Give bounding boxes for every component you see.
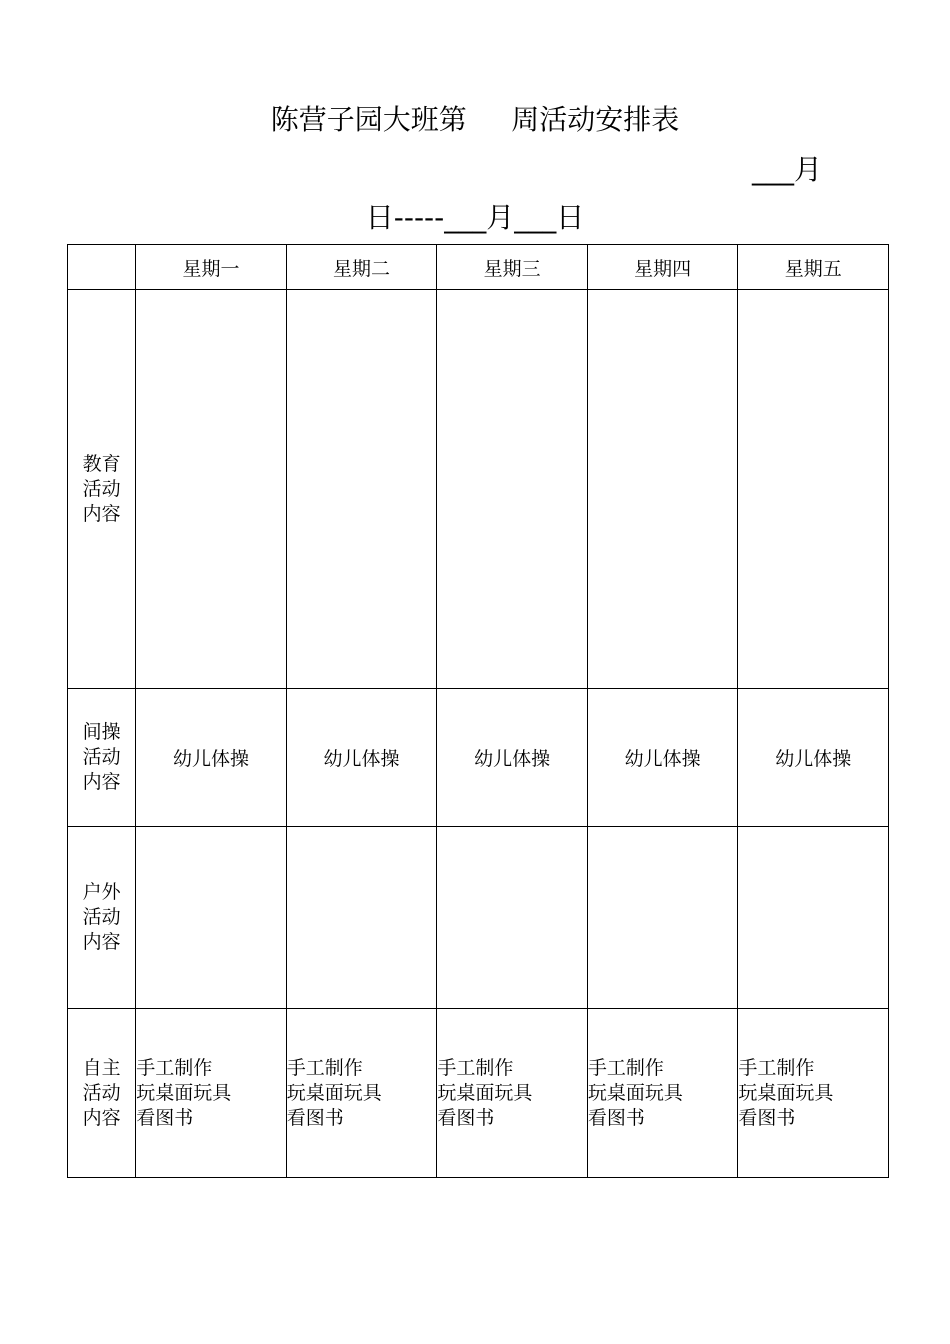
row-label-line: 内容 [82,771,121,793]
activity-item: 看图书 [136,1106,194,1129]
row-label-line: 活动 [82,906,121,928]
activity-item: 手工制作 [136,1056,213,1079]
exercise-cell-friday: 幼儿体操 [738,689,889,827]
row-label-line: 活动 [82,1081,121,1104]
free-play-cell-thursday [587,1009,738,1178]
free-play-cell-monday [136,1009,287,1178]
table-row-education [68,290,889,689]
row-label-exercise [68,689,136,827]
page-title: 陈营子园大班第 周活动安排表 [270,103,680,136]
activity-item: 玩桌面玩具 [587,1081,683,1104]
activity-item: 手工制作 [437,1056,514,1079]
outdoor-cell-tuesday[interactable] [286,827,437,1009]
exercise-cell-monday: 幼儿体操 [136,689,287,827]
day-header-wednesday: 星期三 [437,245,588,290]
row-label-line: 活动 [82,746,121,768]
date-range-start: ___月 [752,153,823,186]
table-row-free-play [68,1009,889,1178]
free-play-cell-friday [738,1009,889,1178]
exercise-cell-tuesday: 幼儿体操 [286,689,437,827]
activity-item: 看图书 [587,1106,645,1129]
outdoor-cell-monday[interactable] [136,827,287,1009]
row-label-line: 内容 [82,502,121,525]
activity-item: 玩桌面玩具 [136,1081,232,1104]
weekly-schedule-table [67,244,889,1178]
row-label-line: 内容 [82,1106,121,1129]
row-label-line: 活动 [82,477,121,500]
row-label-outdoor [68,827,136,1009]
table-row-outdoor [68,827,889,1009]
row-label-line: 自主 [82,1056,121,1079]
row-label-education [68,290,136,689]
activity-item: 手工制作 [738,1056,815,1079]
education-cell-friday[interactable] [738,290,889,689]
row-label-line: 户外 [82,881,121,903]
exercise-cell-thursday: 幼儿体操 [587,689,738,827]
outdoor-cell-wednesday[interactable] [437,827,588,1009]
free-play-cell-wednesday [437,1009,588,1178]
activity-item: 手工制作 [587,1056,664,1079]
day-header-friday: 星期五 [738,245,889,290]
activity-item: 玩桌面玩具 [286,1081,382,1104]
activity-item: 手工制作 [286,1056,363,1079]
education-cell-thursday[interactable] [587,290,738,689]
day-header-tuesday: 星期二 [286,245,437,290]
activity-item: 玩桌面玩具 [738,1081,834,1104]
exercise-cell-wednesday: 幼儿体操 [437,689,588,827]
outdoor-cell-thursday[interactable] [587,827,738,1009]
activity-item: 看图书 [286,1106,344,1129]
day-header-thursday: 星期四 [587,245,738,290]
date-range-end: 日-----___月___日 [365,201,585,234]
activity-item: 看图书 [738,1106,796,1129]
outdoor-cell-friday[interactable] [738,827,889,1009]
education-cell-wednesday[interactable] [437,290,588,689]
free-play-cell-tuesday [286,1009,437,1178]
education-cell-monday[interactable] [136,290,287,689]
corner-cell [68,245,136,290]
table-header-row [68,245,889,290]
activity-item: 看图书 [437,1106,495,1129]
row-label-line: 内容 [82,931,121,953]
row-label-line: 间操 [82,721,121,743]
day-header-monday: 星期一 [136,245,287,290]
row-label-free-play [68,1009,136,1178]
activity-item: 玩桌面玩具 [437,1081,533,1104]
education-cell-tuesday[interactable] [286,290,437,689]
table-row-exercise [68,689,889,827]
row-label-line: 教育 [82,452,121,475]
